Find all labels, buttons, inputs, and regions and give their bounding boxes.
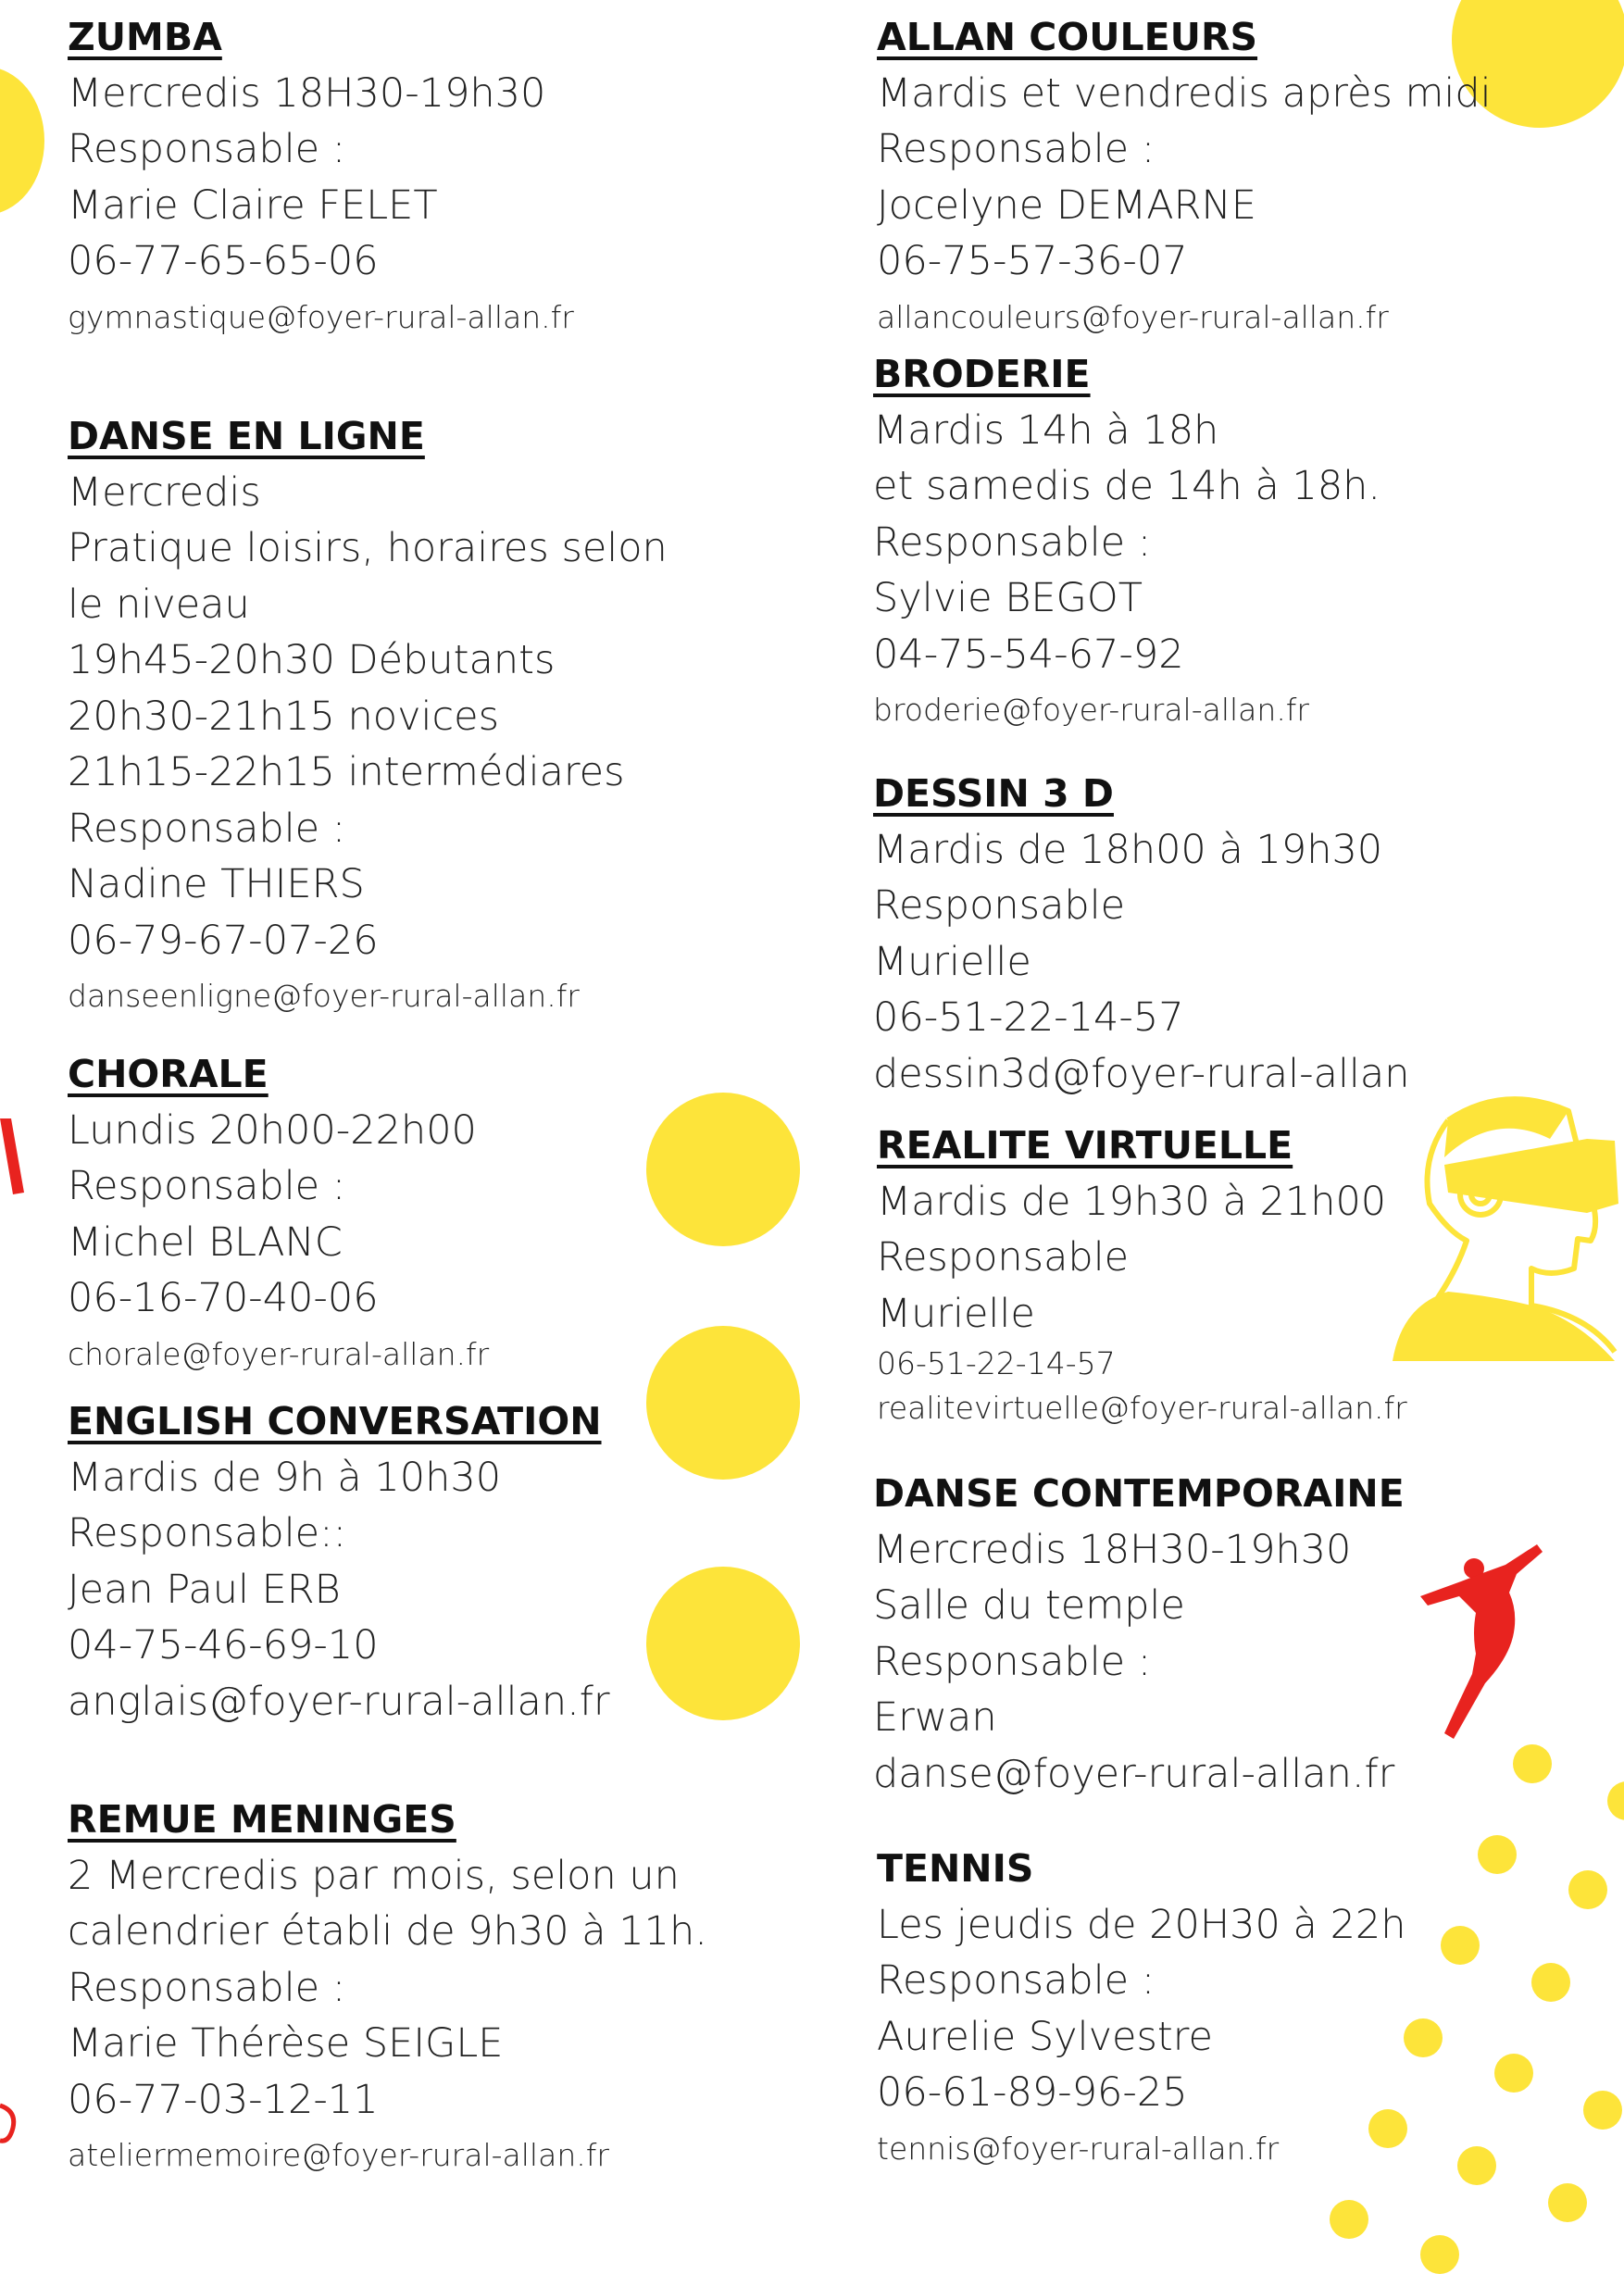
section-phone: 06-51-22-14-57 [877,1345,1116,1381]
section-title: CHORALE [68,1052,269,1096]
section-email: allancouleurs@foyer-rural-allan.fr [877,298,1389,335]
section-email: tennis@foyer-rural-allan.fr [877,2130,1280,2167]
section-line: calendrier établi de 9h30 à 11h. [68,1908,707,1955]
section-title: REALITE VIRTUELLE [877,1123,1293,1168]
section-email: ateliermemoire@foyer-rural-allan.fr [68,2137,609,2173]
section-title: ENGLISH CONVERSATION [68,1399,602,1443]
section-title: REMUE MENINGES [68,1797,456,1842]
section-line: et samedis de 14h à 18h. [873,463,1381,509]
section-title: ZUMBA [68,15,222,59]
section-line: 04-75-46-69-10 [68,1622,379,1668]
section-broderie [873,346,1380,739]
section-line: Marie Claire FELET [68,181,438,229]
section-remue-meninges [68,1792,707,2184]
section-title: DESSIN 3 D [873,771,1114,816]
small-yellow-dot [1441,1926,1480,1965]
section-line: 19h45-20h30 Débutants [68,637,556,683]
section-line: 06-77-03-12-11 [68,2076,379,2123]
section-line: 04-75-54-67-92 [873,631,1184,678]
small-yellow-dot [1478,1835,1517,1874]
section-line: Marie Thérèse SEIGLE [68,2020,504,2067]
section-line: Nadine THIERS [68,861,365,907]
small-yellow-dot [1531,1963,1570,2002]
section-line: 06-16-70-40-06 [68,1275,379,1321]
section-line: Murielle [877,1290,1035,1337]
section-line: Mercredis [68,469,261,516]
section-zumba [68,9,574,345]
small-yellow-dot [1494,2054,1533,2093]
section-dessin-3d [873,766,1409,1102]
yellow-circle-top-left [0,67,44,215]
small-yellow-dot [1607,1781,1624,1820]
section-allan-couleurs [877,9,1492,345]
section-line: danse@foyer-rural-allan.fr [873,1750,1395,1797]
section-line: Responsable [877,1234,1130,1281]
section-line: Mardis de 9h à 10h30 [68,1454,502,1501]
section-line: Mardis 14h à 18h [873,406,1219,454]
small-yellow-dot [1548,2183,1587,2222]
section-line: Pratique loisirs, horaires selon [68,525,668,571]
section-line: Responsable:: [68,1510,347,1556]
section-line: dessin3d@foyer-rural-allan [873,1050,1410,1097]
section-line: Jean Paul ERB [68,1566,341,1613]
section-line: anglais@foyer-rural-allan.fr [68,1678,610,1725]
section-line: Mercredis 18H30-19h30 [873,1526,1352,1573]
section-line: Aurelie Sylvestre [877,2013,1213,2060]
vr-headset-person-icon [1393,1083,1624,1361]
section-chorale [68,1046,489,1382]
section-line: Responsable : [68,1163,346,1209]
section-line: Michel BLANC [68,1218,343,1266]
section-email: danseenligne@foyer-rural-allan.fr [68,978,580,1014]
section-line: Mardis et vendredis après midi [877,69,1492,117]
section-line: Sylvie BEGOT [873,575,1143,621]
section-line: Responsable : [877,126,1156,172]
section-line: Responsable : [68,1964,346,2011]
yellow-circle-middle-3 [646,1567,800,1720]
section-line: 06-77-65-65-06 [68,238,379,284]
section-danse-en-ligne [68,408,668,1025]
small-yellow-dot [1330,2200,1368,2239]
small-yellow-dot [1583,2091,1622,2130]
section-title: DANSE EN LIGNE [68,414,425,458]
section-line: 20h30-21h15 novices [68,693,500,740]
section-line: 21h15-22h15 intermédiares [68,749,625,795]
section-email: broderie@foyer-rural-allan.fr [873,692,1309,728]
red-fragment-bottom-left [0,2100,22,2148]
section-line: Responsable : [877,1957,1156,2004]
yellow-circle-middle-2 [646,1326,800,1480]
section-line: Mardis de 19h30 à 21h00 [877,1178,1387,1225]
section-title: TENNIS [877,1846,1034,1891]
section-email: chorale@foyer-rural-allan.fr [68,1335,490,1372]
section-line: Responsable : [68,805,346,852]
section-line: Mercredis 18H30-19h30 [68,69,546,117]
yellow-circle-middle-1 [646,1093,800,1246]
small-yellow-dot [1568,1870,1607,1909]
section-english-conversation [68,1393,610,1730]
section-line: 06-75-57-36-07 [877,238,1188,284]
section-line: Responsable : [873,1638,1152,1685]
section-title: BRODERIE [873,352,1091,396]
section-danse-contemporaine [873,1466,1405,1802]
jumping-dancer-icon [1420,1544,1559,1739]
section-line: 2 Mercredis par mois, selon un [68,1852,680,1899]
section-line: Salle du temple [873,1582,1185,1629]
small-yellow-dot [1457,2146,1496,2185]
section-line: Responsable : [68,126,346,172]
section-line: Jocelyne DEMARNE [877,181,1256,229]
section-tennis [877,1841,1406,2177]
section-line: 06-61-89-96-25 [877,2069,1188,2116]
section-email: gymnastique@foyer-rural-allan.fr [68,298,574,335]
small-yellow-dot [1420,2235,1459,2274]
section-line: Responsable : [873,519,1152,566]
section-email: realitevirtuelle@foyer-rural-allan.fr [877,1390,1407,1426]
section-line: 06-79-67-07-26 [68,917,379,964]
red-fragment-left-edge [0,1118,28,1202]
small-yellow-dot [1404,2018,1443,2057]
section-line: Murielle [873,938,1031,985]
section-line: Mardis de 18h00 à 19h30 [873,826,1383,873]
section-line: Erwan [873,1694,997,1741]
section-title: DANSE CONTEMPORAINE [873,1471,1405,1516]
section-title: ALLAN COULEURS [877,15,1258,59]
section-realite-virtuelle [877,1118,1407,1431]
section-line: Les jeudis de 20H30 à 22h [877,1901,1406,1948]
section-line: Lundis 20h00-22h00 [68,1106,477,1154]
section-line: le niveau [68,581,250,628]
section-line: 06-51-22-14-57 [873,994,1184,1041]
section-line: Responsable [873,882,1126,929]
small-yellow-dot [1513,1744,1552,1783]
